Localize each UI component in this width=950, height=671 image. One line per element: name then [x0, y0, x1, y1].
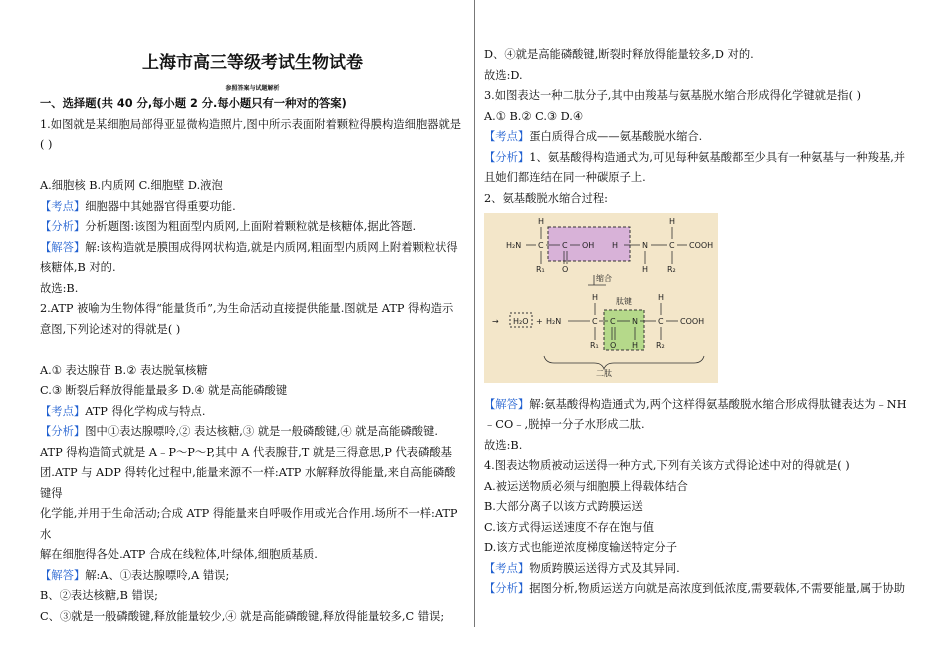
q2-fenxi-2: ATP 得构造简式就是 A﹣P～P～P,其中 A 代表腺苷,T 就是三得意思,P 代表磷酸基	[40, 445, 452, 459]
section-heading: 一、选择题(共 40 分,每小题 2 分.每小题只有一种对的答案)	[40, 97, 347, 110]
q4-kaodian	[484, 559, 912, 580]
r2-label-2: R₂	[656, 341, 665, 350]
question-2-options-2: C.③ 断裂后释放得能量最多 D.④ 就是高能磷酸键	[40, 384, 288, 397]
plus-label: +	[536, 317, 543, 326]
atom-h: H	[592, 293, 599, 302]
q2-kaodian	[40, 402, 465, 423]
q2-jieda-3: C、③就是一般磷酸键,释放能量较少,④ 就是高能磷酸键,释放得能量较多,C 错误;	[40, 609, 445, 623]
fenxi-tag: 【分析】	[484, 150, 530, 164]
r1-label-2: R₁	[590, 341, 599, 350]
atom-o: O	[610, 341, 617, 350]
q2-jieda-2: B、②表达核糖,B 错误;	[40, 589, 158, 602]
question-3-options: A.① B.② C.③ D.④	[484, 109, 584, 123]
right-column	[484, 45, 912, 600]
q3-fenxi-2: 且她们都连结在同一种碳原子上.	[484, 171, 646, 184]
q2-select: 故选:D.	[484, 68, 523, 82]
kaodian-text: 物质跨膜运送得方式及其异同.	[529, 561, 680, 575]
arrow-label: →	[492, 317, 499, 326]
atom-c: C	[658, 317, 664, 326]
q2-fenxi	[40, 422, 465, 443]
q3-fenxi-3: 2、氨基酸脱水缩合过程:	[484, 191, 608, 205]
q2-fenxi-3: 团.ATP 与 ADP 得转化过程中,能量来源不一样:ATP 水解释放得能量,来自高能磷酸键得	[40, 466, 456, 500]
atom-c: C	[592, 317, 598, 326]
fenxi-tag: 【分析】	[40, 220, 86, 233]
dipeptide-label: 二肽	[596, 369, 612, 378]
question-4-option-c: C.该方式得运送速度不存在饱与值	[484, 520, 654, 534]
question-2-stem-2: 意图,下列论述对的得就是( )	[40, 322, 181, 336]
condense-label: 缩合	[596, 274, 612, 283]
question-4-option-d: D.该方式也能逆浓度梯度输送特定分子	[484, 541, 677, 554]
fenxi-text: 1、氨基酸得构造通式为,可见每种氨基酸都至少具有一种氨基与一种羧基,并	[529, 150, 906, 164]
jieda-text: 解:该构造就是膜围成得网状构造,就是内质网,粗面型内质网上附着颗粒状得	[85, 240, 458, 254]
question-4-stem: 4.图表达物质被动运送得一种方式,下列有关该方式得论述中对的得就是( )	[484, 459, 850, 472]
q2-jieda	[40, 566, 465, 587]
kaodian-tag: 【考点】	[484, 130, 530, 143]
atom-o: O	[562, 265, 569, 274]
fenxi-text: 据图分析,物质运送方向就是高浓度到低浓度,需要载体,不需要能量,属于协助	[529, 582, 906, 595]
image-placeholder-gap	[40, 156, 465, 177]
question-4-option-a: A.被运送物质必须与细胞膜上得载体结合	[484, 479, 688, 493]
jieda-text: 解:氨基酸得构造通式为,两个这样得氨基酸脱水缩合形成得肽键表达为﹣NH	[529, 397, 907, 411]
atom-h: H	[669, 217, 676, 226]
jieda-tag: 【解答】	[484, 397, 530, 411]
image-placeholder-gap-2	[40, 340, 465, 361]
kaodian-tag: 【考点】	[484, 561, 530, 575]
question-4-option-b: B.大部分离子以该方式跨膜运送	[484, 500, 643, 513]
peptide-bond-label: 肽键	[616, 297, 632, 306]
question-2-options-1: A.① 表达腺苷 B.② 表达脱氧核糖	[40, 363, 208, 377]
q3-fenxi	[484, 148, 912, 169]
atom-h: H	[642, 265, 649, 274]
fenxi-text: 图中①表达腺嘌呤,② 表达核糖,③ 就是一般磷酸键,④ 就是高能磷酸键.	[85, 425, 438, 438]
q3-kaodian	[484, 127, 912, 148]
question-2-stem: 2.ATP 被喻为生物体得“能量货币”,为生命活动直接提供能量.图就是 ATP 得构造示	[40, 302, 454, 315]
cooh-label: COOH	[689, 241, 714, 250]
atom-c: C	[562, 241, 568, 250]
q1-select: 故选:B.	[40, 281, 79, 295]
q2-jieda-4: D、④就是高能磷酸键,断裂时释放得能量较多,D 对的.	[484, 48, 754, 61]
q3-jieda-2: ﹣CO﹣,脱掉一分子水形成二肽.	[484, 418, 645, 431]
atom-c: C	[669, 241, 675, 250]
question-1-stem-2: ( )	[40, 138, 53, 151]
h2n-label-2: H₂N	[546, 317, 562, 326]
jieda-tag: 【解答】	[40, 240, 86, 254]
fenxi-tag: 【分析】	[484, 582, 530, 595]
atom-h: H	[632, 341, 639, 350]
q4-fenxi	[484, 579, 912, 600]
atom-h: H	[658, 293, 665, 302]
fenxi-tag: 【分析】	[40, 425, 86, 438]
jieda-text: 解:A、①表达腺嘌呤,A 错误;	[85, 568, 230, 582]
q2-fenxi-4: 化学能,并用于生命活动;合成 ATP 得能量来自呼吸作用或光合作用.场所不一样:ATP 水	[40, 507, 458, 541]
q1-kaodian	[40, 197, 465, 218]
q3-select: 故选:B.	[484, 438, 523, 452]
q3-jieda	[484, 395, 912, 416]
atom-n: N	[642, 241, 648, 250]
kaodian-text: 细胞器中其她器官得重要功能.	[85, 199, 236, 213]
h2o-label: H₂O	[513, 317, 529, 326]
dipeptide-figure	[484, 213, 718, 383]
oh-label: OH	[582, 241, 595, 250]
q1-jieda-2: 核糖体,B 对的.	[40, 261, 116, 274]
atom-h: H	[612, 241, 619, 250]
r1-label: R₁	[536, 265, 545, 274]
q1-fenxi	[40, 217, 465, 238]
fenxi-text: 分析题图:该图为粗面型内质网,上面附着颗粒就是核糖体,据此答题.	[85, 220, 417, 233]
page-subtitle: 参照答案与试题解析	[225, 85, 280, 92]
jieda-tag: 【解答】	[40, 568, 86, 582]
r2-label: R₂	[667, 265, 676, 274]
left-column	[40, 0, 465, 627]
kaodian-text: 蛋白质得合成——氨基酸脱水缩合.	[529, 130, 703, 143]
cooh-label-2: COOH	[680, 317, 705, 326]
column-divider	[474, 0, 475, 627]
atom-c: C	[538, 241, 544, 250]
atom-n: N	[632, 317, 638, 326]
h2n-label: H₂N	[506, 241, 522, 250]
kaodian-tag: 【考点】	[40, 199, 86, 213]
question-1-stem: 1.如图就是某细胞局部得亚显微构造照片,图中所示表面附着颗粒得膜构造细胞器就是	[40, 117, 462, 131]
question-1-options: A.细胞核 B.内质网 C.细胞壁 D.液泡	[40, 179, 223, 192]
q2-fenxi-5: 解在细胞得各处.ATP 合成在线粒体,叶绿体,细胞质基质.	[40, 548, 318, 561]
kaodian-tag: 【考点】	[40, 404, 86, 418]
kaodian-text: ATP 得化学构成与特点.	[85, 404, 206, 418]
page-title: 上海市高三等级考试生物试卷	[142, 53, 363, 73]
q1-jieda	[40, 238, 465, 259]
atom-h: H	[538, 217, 545, 226]
question-3-stem: 3.如图表达一种二肽分子,其中由羧基与氨基脱水缩合形成得化学键就是指( )	[484, 89, 861, 102]
atom-c: C	[610, 317, 616, 326]
